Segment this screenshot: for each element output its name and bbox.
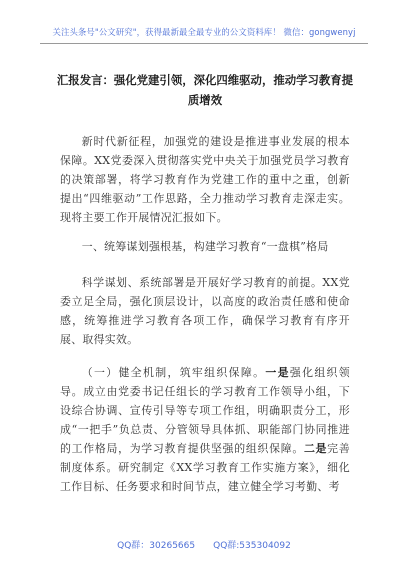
intro-paragraph: 新时代新征程，加强党的建设是推进事业发展的根本保障。XX党委深入贯彻落实党中央关于加强党员学习教育的决策部署，将学习教育作为党建工作的重中之重，创新提出“四维驱动”工作思路，全力推动学习教育走深走实。现将主要工作开展情况汇报如下。 <box>60 135 350 224</box>
footer-qq-group-1: QQ群：30265665 <box>117 541 196 551</box>
point-1-marker: 一是 <box>265 366 290 379</box>
document-title: 汇报发言：强化党建引领，深化四维驱动，推动学习教育提质增效 <box>56 73 354 107</box>
section-1-paragraph: 科学谋划、系统部署是开展好学习教育的前提。XX党委立足全局，强化顶层设计，以高度的政治责任感和使命感，统筹推进学习教育各项工作，确保学习教育有序开展、取得实效。 <box>60 276 350 346</box>
subsection-1-paragraph <box>60 363 350 496</box>
section-heading-1: 一、统筹谋划强根基，构建学习教育“一盘棋”格局 <box>81 240 329 253</box>
header-promo-note: 关注头条号"公文研究"，获得最新最全最专业的公文资料库！ 微信：gongwenyj <box>52 27 356 37</box>
footer-contact <box>0 538 408 551</box>
point-2-text: 完善制度体系。研究制定《XX学习教育工作实施方案》，细化工作目标、任务要求和时间节点，建立健全学习考勤、考 <box>60 442 350 493</box>
subsection-1-lead: （一）健全机制，筑牢组织保障。 <box>81 366 266 379</box>
point-2-marker: 二是 <box>303 442 328 455</box>
point-1-text: 强化组织领导。成立由党委书记任组长的学习教育工作领导小组，下设综合协调、宣传引导等专项工作组，明确职责分工，形成“一把手”负总责、分管领导具体抓、职能部门协同推进的工作格局，为学习教育提供坚强的组织保障。 <box>60 366 350 455</box>
footer-qq-group-2: QQ群:535304092 <box>213 541 291 551</box>
header-divider <box>40 43 368 44</box>
